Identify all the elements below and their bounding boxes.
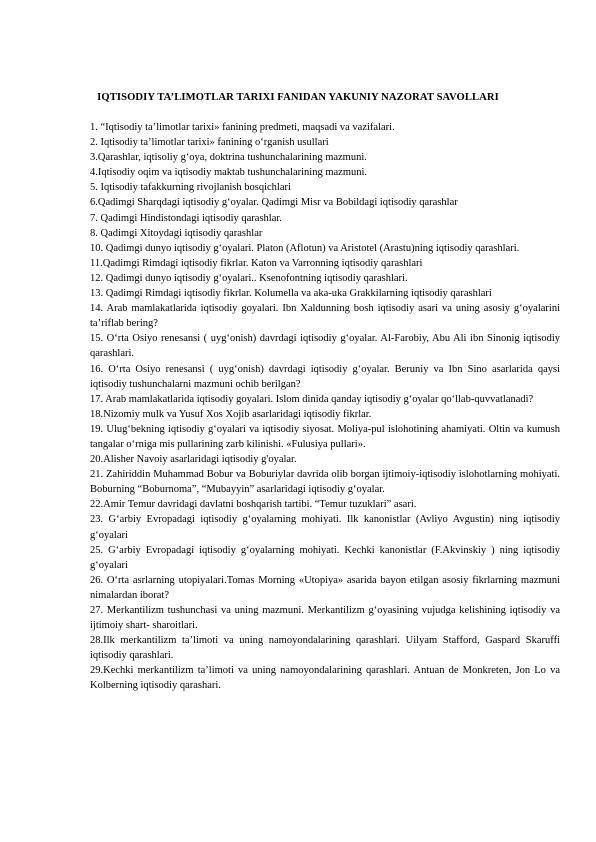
question-item: 7. Qadimgi Hindistondagi iqtisodiy qarashlar. [90, 212, 282, 224]
document-title: IQTISODIY TA’LIMOTLAR TARIXI FANIDAN YAKUNIY NAZORAT SAVOLLARI [97, 92, 499, 103]
question-item: 26. O‘rta asrlarning utopiyalari.Tomas Morning «Utopiya» asarida bayon etilgan asosiy fikrlarning mazmuni nimalardan iborat? [90, 574, 560, 601]
question-item: 14. Arab mamlakatlarida iqtisodiy goyalari. Ibn Xaldunning bosh iqtisodiy asari va uning asosiy g‘oyalarini ta’riflab bering? [90, 303, 560, 330]
question-item: 25. G‘arbiy Evropadagi iqtisodiy g‘oyalarning mohiyati. Kechki kanonistlar (F.Akvinskiy ) ning iqtisodiy g‘oyalari [90, 544, 560, 571]
question-item: 27. Merkantilizm tushunchasi va uning mazmuni. Merkantilizm g‘oyasining vujudga kelishining iqtisodiy va ijtimoiy shart- sharoitlari. [90, 605, 560, 632]
question-item: 4.Iqtisodiy oqim va iqtisodiy maktab tushunchalarining mazmuni. [90, 167, 368, 179]
question-item: 29.Kechki merkantilizm ta’limoti va uning namoyondalarining qarashlari. Antuan de Monkreten, Jon Lo va Kolberning iqtisodiy qarashari. [90, 665, 560, 692]
question-item: 19. Ulug‘bekning iqtisodiy g‘oyalari va iqtisodiy siyosat. Moliya-pul islohotining ahamiyati. Oltin va kumush tangalar o‘rniga mis pullarining zarb kilinishi. «Fulusiya pullari». [90, 423, 560, 450]
question-item: 18.Nizomiy mulk va Yusuf Xos Xojib asarlaridagi iqtisodiy fikrlar. [90, 408, 372, 420]
question-item: 10. Qadimgi dunyo iqtisodiy g‘oyalari. Platon (Aflotun) va Aristotel (Arastu)ning iqtisodiy qarashlari. [90, 242, 520, 254]
question-item: 11.Qadimgi Rimdagi iqtisodiy fikrlar. Katon va Varronning iqtisodiy qarashlari [90, 257, 423, 269]
question-item: 3.Qarashlar, iqtisoliy g‘oya, doktrina tushunchalarining mazmuni. [90, 152, 367, 164]
question-item: 1. “Iqtisodiy ta’limotlar tarixi» fanining predmeti, maqsadi va vazifalari. [90, 122, 395, 133]
question-item: 28.Ilk merkantilizm ta’limoti va uning namoyondalarining qarashlari. Uilyam Stafford, Gaspard Skaruffi iqtisodiy qarashlari. [90, 635, 560, 662]
question-item: 22.Amir Temur davridagi davlatni boshqarish tartibi. “Temur tuzuklari” asari. [90, 499, 417, 511]
question-item: 8. Qadimgi Xitoydagi iqtisodiy qarashlar [90, 227, 263, 239]
question-item: 15. O‘rta Osiyo renesansi ( uyg‘onish) davrdagi iqtisodiy g‘oyalar. Al-Farobiy, Abu Ali ibn Sinonig iqtisodiy qarashlari. [90, 333, 560, 360]
question-item: 5. Iqtisodiy tafakkurning rivojlanish bosqichlari [90, 182, 291, 194]
question-item: 21. Zahiriddin Muhammad Bobur va Boburiylar davrida olib borgan ijtimoiy-iqtisodiy islohotlarning mohiyati. Boburning “Boburnoma”, “Mubayyin” asarlaridagi iqtisodiy g‘oyalar. [90, 469, 560, 496]
question-item: 17. Arab mamlakatlarida iqtisodiy goyalari. Islom dinida qanday iqtisodiy g‘oyalar qo‘llab-quvvatlanadi? [90, 393, 534, 405]
question-item: 13. Qadimgi Rimdagi iqtisodiy fikrlar. Kolumella va aka-uka Grakkilarning iqtisodiy qarashlari [90, 288, 492, 300]
question-item: 23. G‘arbiy Evropadagi iqtisodiy g‘oyalarning mohiyati. Ilk kanonistlar (Avliyo Avgustin) ning iqtisodiy g‘oyalari [90, 514, 560, 541]
question-item: 16. O‘rta Osiyo renesansi ( uyg‘onish) davrdagi iqtisodiy g‘oyalar. Beruniy va Ibn Sino asarlarida qaysi iqtisodiy tushunchalarni mazmuni ochib berilgan? [90, 363, 560, 390]
question-item: 2. Iqtisodiy ta’limotlar tarixi» fanining o‘rganish usullari [90, 137, 329, 149]
question-item: 6.Qadimgi Sharqdagi iqtisodiy g‘oyalar. Qadimgi Misr va Bobildagi iqtisodiy qarashlar [90, 197, 458, 209]
question-item: 12. Qadimgi dunyo iqtisodiy g‘oyalari.. Ksenofontning iqtisodiy qarashlari. [90, 272, 408, 284]
question-list [90, 120, 560, 694]
question-item: 20.Alisher Navoiy asarlaridagi iqtisodiy g'oyalar. [90, 454, 297, 466]
